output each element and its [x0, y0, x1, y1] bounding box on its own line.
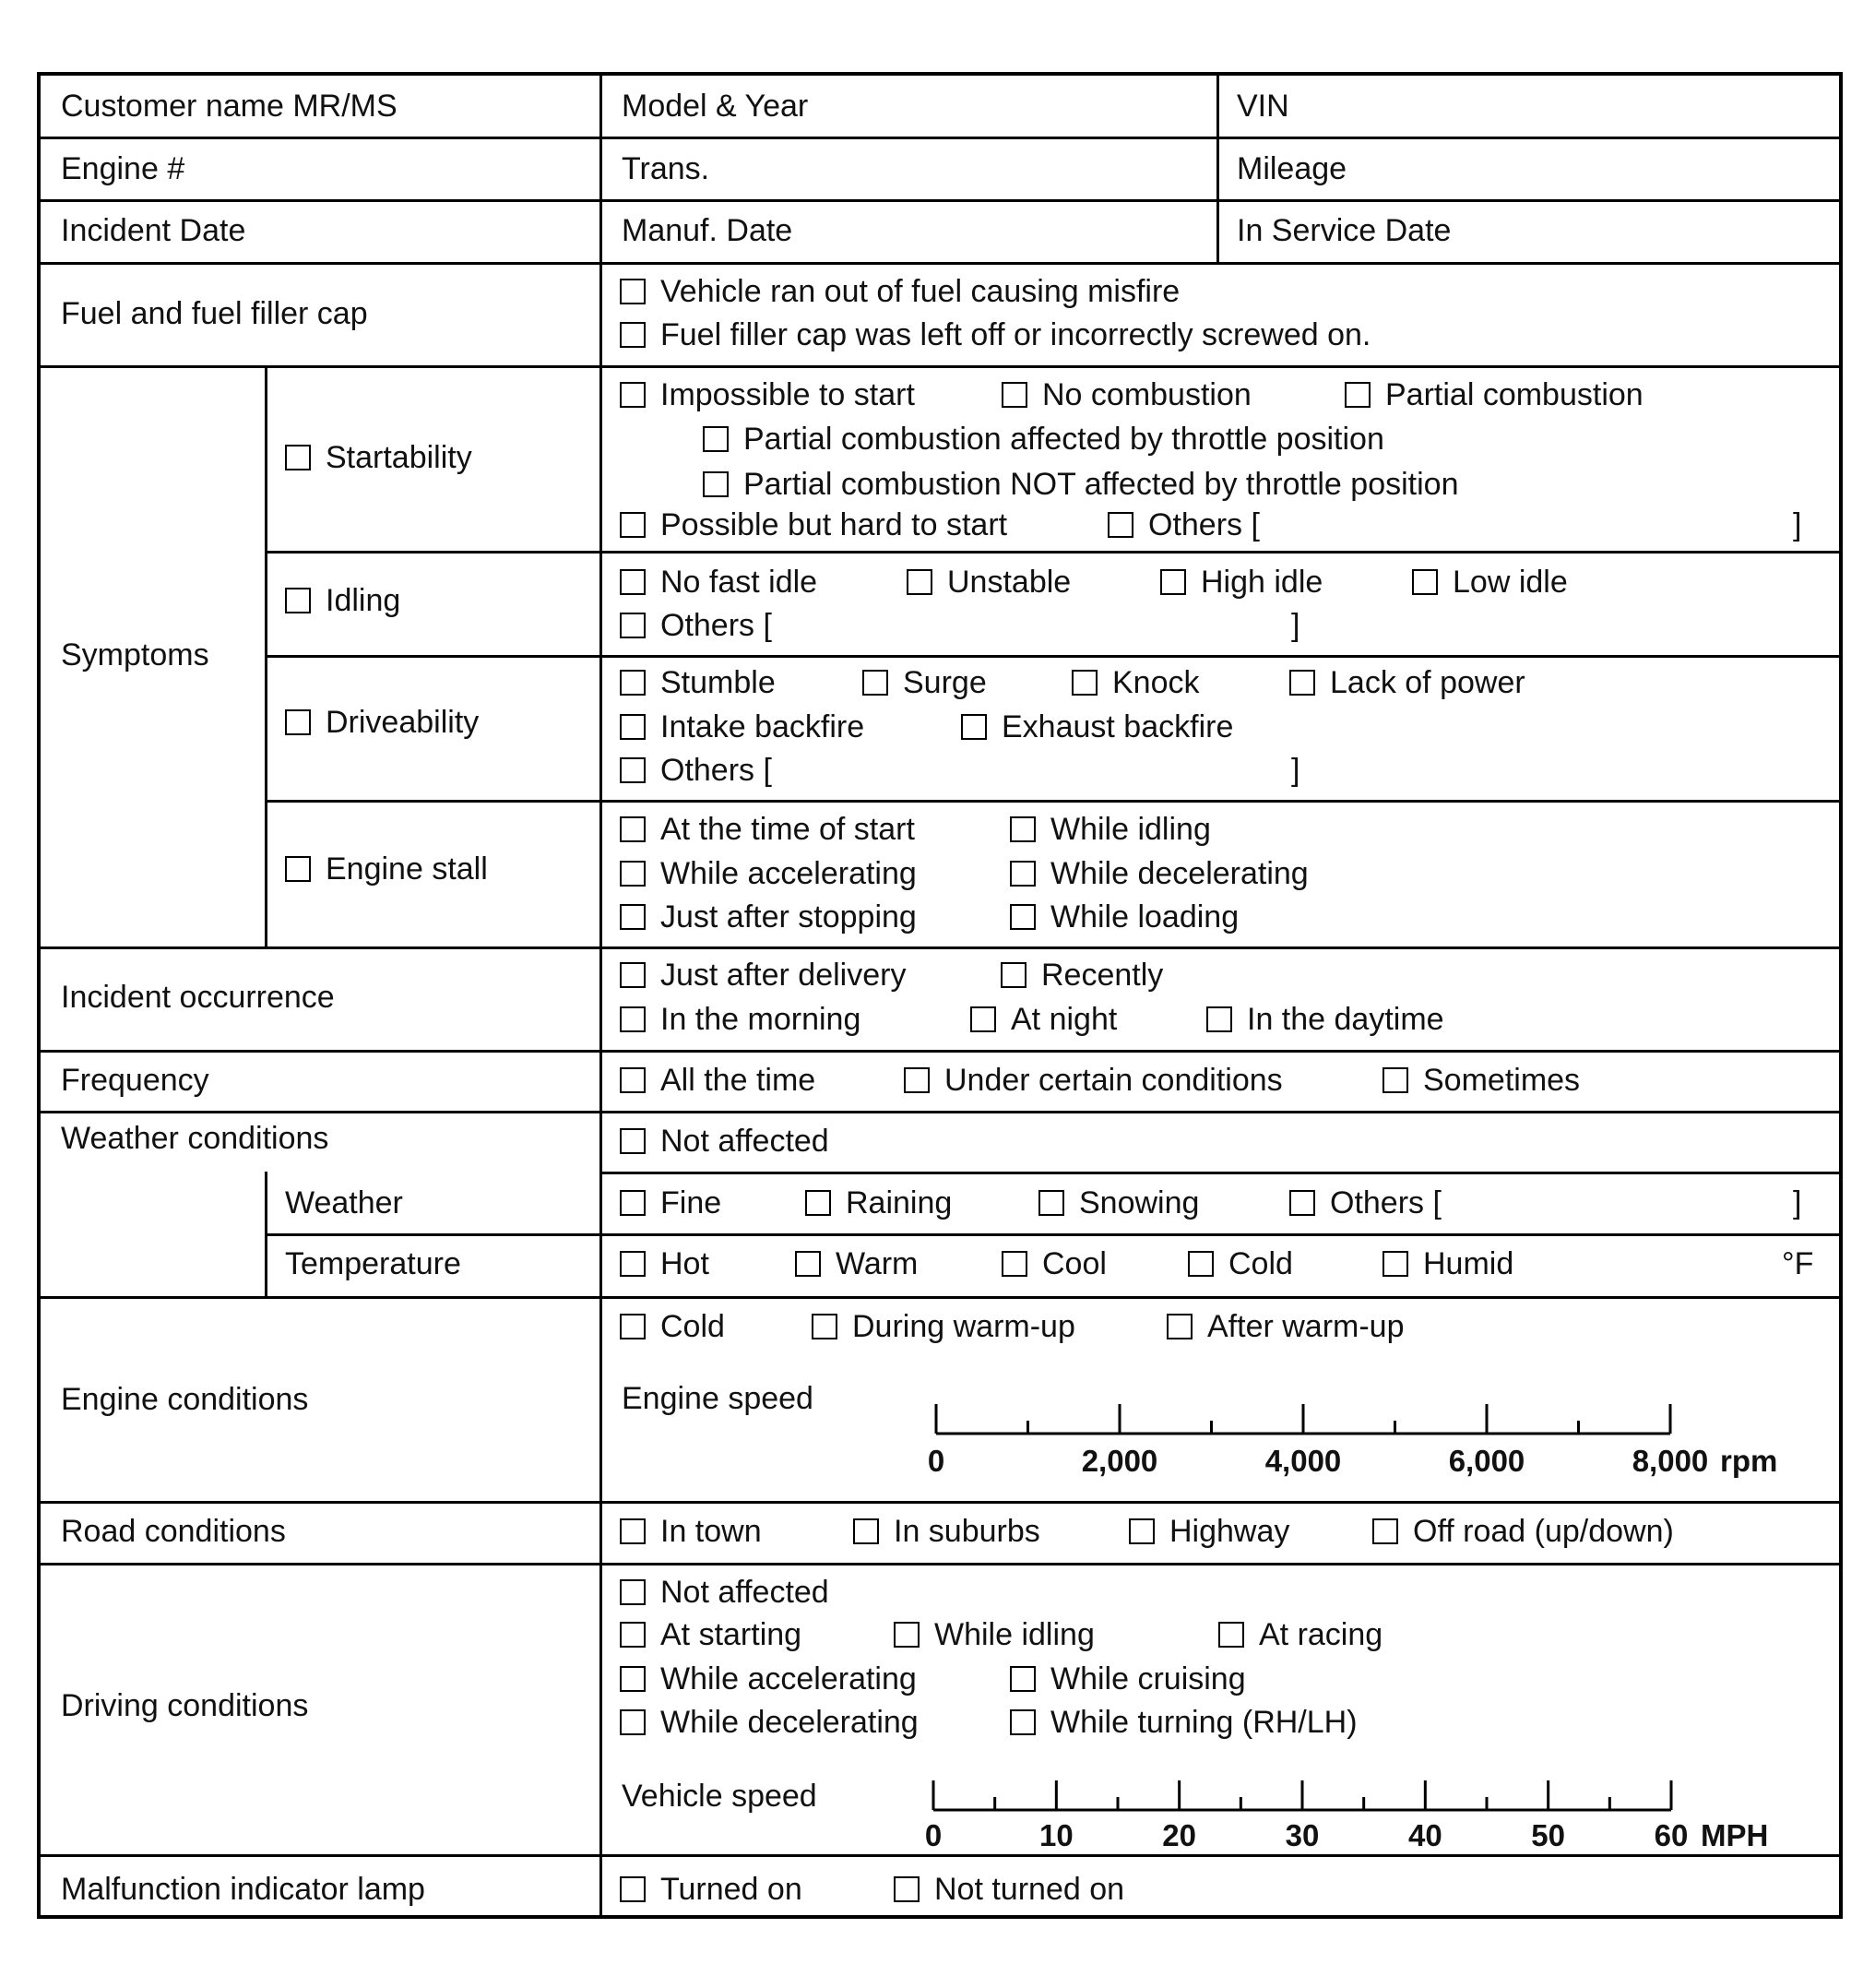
scale-tick-label: 60 — [1654, 1818, 1689, 1852]
driving-condition-option[interactable]: While turning (RH/LH) — [1010, 1704, 1358, 1741]
scale-tick-label: 30 — [1285, 1818, 1320, 1852]
engine-condition-option[interactable]: Cold — [620, 1308, 725, 1345]
scale-tick-label: 8,000 — [1632, 1444, 1709, 1478]
scale-tick-label: 20 — [1162, 1818, 1197, 1852]
idling-checkbox[interactable]: Idling — [285, 582, 400, 619]
bracket-close: ] — [1291, 608, 1300, 643]
startability-others[interactable]: Others [ — [1108, 506, 1260, 543]
checkbox[interactable] — [620, 1876, 646, 1902]
driveability-option[interactable]: Stumble — [620, 664, 776, 701]
driving-condition-option[interactable]: While accelerating — [620, 1661, 917, 1697]
manuf-date-label: Manuf. Date — [622, 213, 793, 248]
road-condition-option[interactable]: Highway — [1129, 1513, 1289, 1550]
idling-option[interactable]: High idle — [1160, 564, 1323, 601]
driving-condition-option[interactable]: At starting — [620, 1616, 801, 1653]
fuel-option[interactable]: Fuel filler cap was left off or incorrectly screwed on. — [620, 316, 1371, 353]
engine-stall-option[interactable]: While idling — [1010, 811, 1211, 848]
fuel-section-label: Fuel and fuel filler cap — [61, 296, 368, 331]
startability-option[interactable]: Partial combustion NOT affected by throttle position — [703, 466, 1458, 503]
frequency-option[interactable]: Sometimes — [1383, 1062, 1580, 1099]
driving-condition-option[interactable]: While idling — [894, 1616, 1095, 1653]
startability-option[interactable]: Possible but hard to start — [620, 506, 1007, 543]
engine-conditions-label: Engine conditions — [61, 1382, 309, 1417]
scale-tick-label: 10 — [1038, 1818, 1074, 1852]
bracket-close: ] — [1793, 1185, 1802, 1220]
engine-condition-option[interactable]: After warm-up — [1167, 1308, 1405, 1345]
weather-not-affected[interactable]: Not affected — [620, 1123, 829, 1160]
engine-stall-option[interactable]: While decelerating — [1010, 855, 1309, 892]
fuel-option[interactable]: Vehicle ran out of fuel causing misfire — [620, 273, 1180, 310]
temperature-option[interactable]: Humid — [1383, 1245, 1513, 1282]
engine-speed-label: Engine speed — [622, 1381, 813, 1416]
scale-tick-label: 6,000 — [1448, 1444, 1525, 1478]
idling-option[interactable]: Unstable — [907, 564, 1071, 601]
road-conditions-label: Road conditions — [61, 1514, 286, 1549]
idling-option[interactable]: No fast idle — [620, 564, 817, 601]
temperature-option[interactable]: Cold — [1188, 1245, 1293, 1282]
driving-condition-option[interactable]: At racing — [1218, 1616, 1383, 1653]
engine-number-label: Engine # — [61, 151, 185, 186]
vin-label: VIN — [1237, 89, 1289, 124]
temperature-option[interactable]: Hot — [620, 1245, 709, 1282]
driveability-option[interactable]: Exhaust backfire — [961, 708, 1233, 745]
incident-occurrence-option[interactable]: In the daytime — [1206, 1001, 1444, 1038]
startability-option[interactable]: Partial combustion affected by throttle position — [703, 421, 1384, 458]
driveability-option[interactable]: Intake backfire — [620, 708, 864, 745]
driving-condition-option[interactable]: While cruising — [1010, 1661, 1246, 1697]
driving-not-affected[interactable]: Not affected — [620, 1574, 829, 1611]
rpm-unit: rpm — [1720, 1444, 1778, 1478]
customer-name-label: Customer name MR/MS — [61, 89, 398, 124]
weather-others[interactable]: Others [ — [1289, 1184, 1442, 1221]
incident-occurrence-option[interactable]: At night — [970, 1001, 1117, 1038]
model-year-label: Model & Year — [622, 89, 809, 124]
driveability-option[interactable]: Lack of power — [1289, 664, 1525, 701]
vehicle-speed-label: Vehicle speed — [622, 1779, 817, 1814]
mil-option[interactable]: Not turned on — [894, 1871, 1124, 1908]
incident-occurrence-option[interactable]: Recently — [1001, 957, 1163, 994]
scale-tick-label: 0 — [924, 1818, 943, 1852]
bracket-close: ] — [1291, 753, 1300, 788]
scale-tick-label: 50 — [1531, 1818, 1566, 1852]
incident-occurrence-option[interactable]: In the morning — [620, 1001, 860, 1038]
mileage-label: Mileage — [1237, 151, 1347, 186]
startability-option[interactable]: No combustion — [1002, 376, 1252, 413]
driveability-others[interactable]: Others [ — [620, 752, 772, 789]
temperature-unit: °F — [1782, 1246, 1814, 1281]
driving-condition-option[interactable]: While decelerating — [620, 1704, 919, 1741]
symptoms-label: Symptoms — [61, 637, 209, 673]
trans-label: Trans. — [622, 151, 710, 186]
road-condition-option[interactable]: Off road (up/down) — [1372, 1513, 1674, 1550]
engine-stall-option[interactable]: At the time of start — [620, 811, 915, 848]
diagnostic-worksheet — [37, 72, 1843, 1919]
road-condition-option[interactable]: In suburbs — [853, 1513, 1040, 1550]
idling-others[interactable]: Others [ — [620, 607, 772, 644]
incident-date-label: Incident Date — [61, 213, 246, 248]
frequency-option[interactable]: Under certain conditions — [904, 1062, 1283, 1099]
driveability-option[interactable]: Knock — [1072, 664, 1200, 701]
engine-condition-option[interactable]: During warm-up — [812, 1308, 1075, 1345]
idling-option[interactable]: Low idle — [1412, 564, 1568, 601]
scale-tick-label: 4,000 — [1264, 1444, 1342, 1478]
incident-occurrence-label: Incident occurrence — [61, 980, 335, 1015]
engine-stall-option[interactable]: While loading — [1010, 899, 1239, 935]
weather-option[interactable]: Fine — [620, 1184, 721, 1221]
engine-stall-checkbox[interactable]: Engine stall — [285, 851, 488, 887]
mph-unit: MPH — [1701, 1818, 1769, 1852]
engine-stall-option[interactable]: Just after stopping — [620, 899, 917, 935]
vehicle-speed-scale — [41, 76, 1839, 1875]
weather-label: Weather — [285, 1185, 403, 1220]
road-condition-option[interactable]: In town — [620, 1513, 762, 1550]
startability-checkbox[interactable]: Startability — [285, 439, 472, 476]
driveability-option[interactable]: Surge — [862, 664, 987, 701]
weather-option[interactable]: Raining — [805, 1184, 952, 1221]
scale-tick-label: 40 — [1407, 1818, 1442, 1852]
mil-label: Malfunction indicator lamp — [61, 1872, 425, 1907]
frequency-option[interactable]: All the time — [620, 1062, 815, 1099]
weather-conditions-label: Weather conditions — [61, 1121, 329, 1156]
engine-stall-option[interactable]: While accelerating — [620, 855, 917, 892]
incident-occurrence-option[interactable]: Just after delivery — [620, 957, 906, 994]
driveability-checkbox[interactable]: Driveability — [285, 704, 479, 741]
startability-option[interactable]: Partial combustion — [1345, 376, 1644, 413]
temperature-option[interactable]: Warm — [795, 1245, 918, 1282]
scale-tick-label: 2,000 — [1081, 1444, 1158, 1478]
checkbox[interactable] — [894, 1876, 920, 1902]
weather-option[interactable]: Snowing — [1038, 1184, 1199, 1221]
temperature-option[interactable]: Cool — [1002, 1245, 1107, 1282]
mil-option[interactable]: Turned on — [620, 1871, 802, 1908]
in-service-date-label: In Service Date — [1237, 213, 1452, 248]
frequency-label: Frequency — [61, 1063, 209, 1098]
bracket-close: ] — [1793, 507, 1802, 542]
driving-conditions-label: Driving conditions — [61, 1688, 309, 1723]
startability-option[interactable]: Impossible to start — [620, 376, 915, 413]
temperature-label: Temperature — [285, 1246, 461, 1281]
scale-tick-label: 0 — [927, 1444, 945, 1478]
